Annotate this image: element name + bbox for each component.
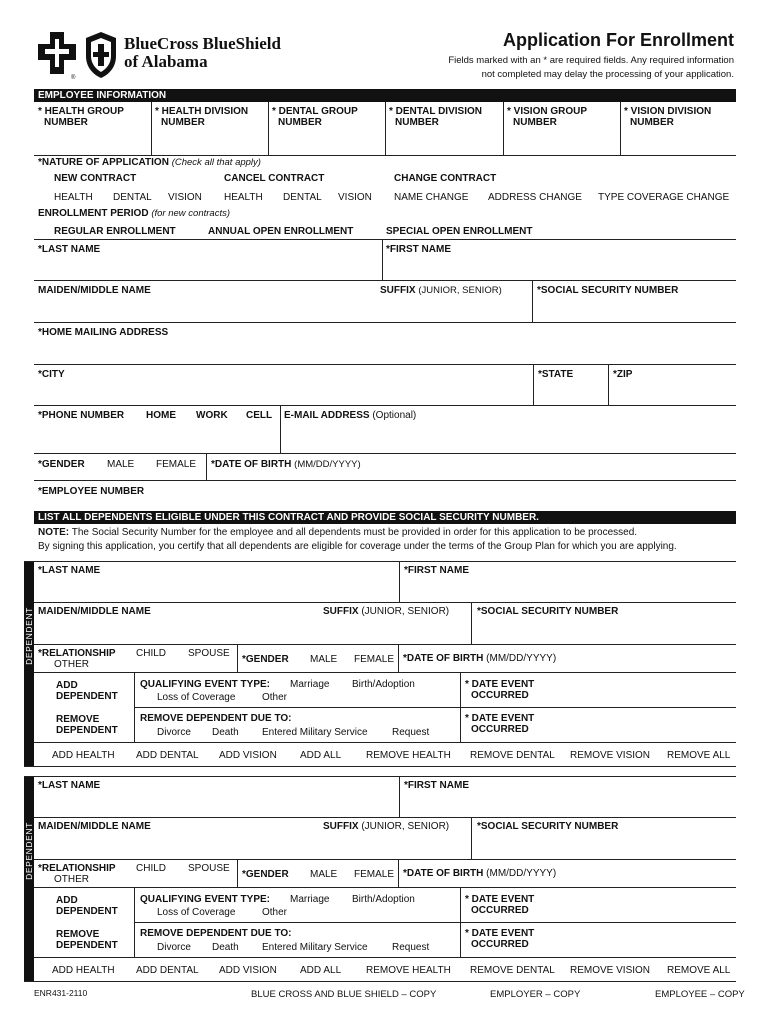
svg-text:®: ®	[71, 75, 76, 80]
dependent-side-label: DEPENDENT	[24, 776, 34, 981]
emp-gender-label: *GENDER	[38, 459, 85, 470]
dep2-request-checkbox[interactable]: Request	[392, 942, 430, 953]
emp-zip-label: *ZIP	[613, 369, 633, 380]
dep1-death-checkbox[interactable]: Death	[212, 727, 239, 738]
health-group-label: * HEALTH GROUP NUMBER	[38, 106, 124, 128]
blue-shield-icon	[82, 30, 120, 80]
dep2-relationship-label: *RELATIONSHIP OTHER	[38, 863, 116, 885]
phone-home-checkbox[interactable]: HOME	[146, 410, 176, 421]
emp-state-label: *STATE	[538, 369, 574, 380]
dep1-remove-dependent-checkbox[interactable]: REMOVE DEPENDENT	[56, 714, 118, 736]
dep2-maiden-label: MAIDEN/MIDDLE NAME	[38, 821, 151, 832]
dep2-add-vision-checkbox[interactable]: ADD VISION	[219, 965, 277, 976]
dep1-birth-checkbox[interactable]: Birth/Adoption	[352, 679, 415, 690]
emp-number-label: *EMPLOYEE NUMBER	[38, 486, 145, 497]
annual-enrollment-checkbox[interactable]: ANNUAL OPEN ENROLLMENT	[208, 226, 354, 237]
dep2-add-health-checkbox[interactable]: ADD HEALTH	[52, 965, 115, 976]
dep1-date-event-add: * DATE EVENT OCCURRED	[465, 679, 535, 701]
dental-division-label: * DENTAL DIVISION NUMBER	[389, 106, 482, 128]
cancel-dental-checkbox[interactable]: DENTAL	[283, 192, 322, 203]
dental-group-label: * DENTAL GROUP NUMBER	[272, 106, 358, 128]
dep2-male-checkbox[interactable]: MALE	[310, 869, 338, 880]
copy-bcbs: BLUE CROSS AND BLUE SHIELD – COPY	[251, 989, 437, 1000]
dep2-add-dependent-checkbox[interactable]: ADD DEPENDENT	[56, 895, 118, 917]
dep2-date-event-remove: * DATE EVENT OCCURRED	[465, 928, 535, 950]
dep1-remove-all-checkbox[interactable]: REMOVE ALL	[667, 750, 731, 761]
dep2-first-name-label: *FIRST NAME	[404, 780, 469, 791]
emp-female-checkbox[interactable]: FEMALE	[156, 459, 197, 470]
emp-dob-label: *DATE OF BIRTH (MM/DD/YYYY)	[211, 459, 361, 470]
dep1-child-checkbox[interactable]: CHILD	[136, 648, 167, 659]
dep2-marriage-checkbox[interactable]: Marriage	[290, 894, 330, 905]
type-coverage-change-checkbox[interactable]: TYPE COVERAGE CHANGE	[598, 192, 730, 203]
dependent-side-label: DEPENDENT	[24, 561, 34, 766]
bcbs-logo	[30, 28, 310, 84]
dep2-remove-health-checkbox[interactable]: REMOVE HEALTH	[366, 965, 451, 976]
emp-male-checkbox[interactable]: MALE	[107, 459, 135, 470]
dep2-dob-label: *DATE OF BIRTH (MM/DD/YYYY)	[403, 868, 557, 879]
dep1-remove-dental-checkbox[interactable]: REMOVE DENTAL	[470, 750, 555, 761]
dep2-suffix-label: SUFFIX (JUNIOR, SENIOR)	[323, 821, 450, 832]
dep2-add-dental-checkbox[interactable]: ADD DENTAL	[136, 965, 199, 976]
dep1-add-vision-checkbox[interactable]: ADD VISION	[219, 750, 277, 761]
dep1-male-checkbox[interactable]: MALE	[310, 654, 338, 665]
dep1-last-name-label: *LAST NAME	[38, 565, 101, 576]
dep1-relationship-label: *RELATIONSHIP OTHER	[38, 648, 116, 670]
dep1-ssn-label: *SOCIAL SECURITY NUMBER	[477, 606, 619, 617]
dep2-spouse-checkbox[interactable]: SPOUSE	[188, 863, 230, 874]
regular-enrollment-checkbox[interactable]: REGULAR ENROLLMENT	[54, 226, 176, 237]
dep1-add-all-checkbox[interactable]: ADD ALL	[300, 750, 342, 761]
phone-cell-checkbox[interactable]: CELL	[246, 410, 273, 421]
emp-city-label: *CITY	[38, 369, 65, 380]
health-division-label: * HEALTH DIVISION NUMBER	[155, 106, 249, 128]
copy-employer: EMPLOYER – COPY	[490, 989, 581, 1000]
dep1-other-checkbox[interactable]: Other	[262, 692, 288, 703]
dep2-gender-label: *GENDER	[242, 869, 289, 880]
change-contract-label: CHANGE CONTRACT	[394, 173, 497, 184]
emp-email-label: E-MAIL ADDRESS (Optional)	[284, 410, 417, 421]
dep2-remove-dependent-checkbox[interactable]: REMOVE DEPENDENT	[56, 929, 118, 951]
required-note-1: Fields marked with an * are required fields. Any required information	[448, 55, 734, 66]
emp-last-name-label: *LAST NAME	[38, 244, 101, 255]
new-vision-checkbox[interactable]: VISION	[168, 192, 202, 203]
dep2-remove-vision-checkbox[interactable]: REMOVE VISION	[570, 965, 651, 976]
dep1-remove-health-checkbox[interactable]: REMOVE HEALTH	[366, 750, 451, 761]
page-title: Application For Enrollment	[502, 30, 734, 50]
emp-phone-label: *PHONE NUMBER	[38, 410, 125, 421]
dep1-female-checkbox[interactable]: FEMALE	[354, 654, 395, 665]
vision-division-label: * VISION DIVISION NUMBER	[624, 106, 712, 128]
dep2-birth-checkbox[interactable]: Birth/Adoption	[352, 894, 415, 905]
dep1-date-event-remove: * DATE EVENT OCCURRED	[465, 713, 535, 735]
blue-cross-icon	[34, 30, 80, 80]
dep2-date-event-add: * DATE EVENT OCCURRED	[465, 894, 535, 916]
cancel-vision-checkbox[interactable]: VISION	[338, 192, 372, 203]
dep1-gender-label: *GENDER	[242, 654, 289, 665]
dep2-add-all-checkbox[interactable]: ADD ALL	[300, 965, 342, 976]
dependents-header: LIST ALL DEPENDENTS ELIGIBLE UNDER THIS CONTRACT AND PROVIDE SOCIAL SECURITY NUMBER.	[34, 511, 736, 524]
address-change-checkbox[interactable]: ADDRESS CHANGE	[488, 192, 582, 203]
dep1-divorce-checkbox[interactable]: Divorce	[157, 727, 191, 738]
dep2-ssn-label: *SOCIAL SECURITY NUMBER	[477, 821, 619, 832]
dep2-loss-checkbox[interactable]: Loss of Coverage	[157, 907, 236, 918]
dep2-divorce-checkbox[interactable]: Divorce	[157, 942, 191, 953]
dep2-other-checkbox[interactable]: Other	[262, 907, 288, 918]
dep2-child-checkbox[interactable]: CHILD	[136, 863, 167, 874]
dep1-remove-due-label: REMOVE DEPENDENT DUE TO:	[140, 713, 292, 724]
copy-employee: EMPLOYEE – COPY	[655, 989, 745, 1000]
dep2-military-checkbox[interactable]: Entered Military Service	[262, 942, 368, 953]
nature-of-application: *NATURE OF APPLICATION (Check all that apply)	[38, 157, 261, 168]
dep1-loss-checkbox[interactable]: Loss of Coverage	[157, 692, 236, 703]
logo-line2: of Alabama	[124, 52, 208, 71]
dep1-qualifying-event: QUALIFYING EVENT TYPE:	[140, 679, 271, 690]
dep1-add-health-checkbox[interactable]: ADD HEALTH	[52, 750, 115, 761]
dep1-add-dependent-checkbox[interactable]: ADD DEPENDENT	[56, 680, 118, 702]
dependents-note-2: By signing this application, you certify that all dependents are eligible for coverage under the terms of the Group Plan for which you are applying.	[38, 541, 677, 552]
cancel-contract-label: CANCEL CONTRACT	[224, 173, 325, 184]
dep1-dob-label: *DATE OF BIRTH (MM/DD/YYYY)	[403, 653, 557, 664]
logo-line1: BlueCross BlueShield	[124, 34, 281, 53]
dep2-remove-due-label: REMOVE DEPENDENT DUE TO:	[140, 928, 292, 939]
emp-address-label: *HOME MAILING ADDRESS	[38, 327, 169, 338]
dep2-remove-all-checkbox[interactable]: REMOVE ALL	[667, 965, 731, 976]
new-contract-label: NEW CONTRACT	[54, 173, 137, 184]
enrollment-period: ENROLLMENT PERIOD (for new contracts)	[38, 208, 231, 219]
new-health-checkbox[interactable]: HEALTH	[54, 192, 93, 203]
dep1-military-checkbox[interactable]: Entered Military Service	[262, 727, 368, 738]
dep1-add-dental-checkbox[interactable]: ADD DENTAL	[136, 750, 199, 761]
dep1-suffix-label: SUFFIX (JUNIOR, SENIOR)	[323, 606, 450, 617]
form-id: ENR431-2110	[34, 988, 88, 998]
dep1-request-checkbox[interactable]: Request	[392, 727, 430, 738]
dependents-note: NOTE: The Social Security Number for the employee and all dependents must be provided in order for this application to be processed.	[38, 527, 638, 538]
dep2-remove-dental-checkbox[interactable]: REMOVE DENTAL	[470, 965, 555, 976]
dep1-remove-vision-checkbox[interactable]: REMOVE VISION	[570, 750, 651, 761]
name-change-checkbox[interactable]: NAME CHANGE	[394, 192, 469, 203]
phone-work-checkbox[interactable]: WORK	[196, 410, 228, 421]
emp-maiden-label: MAIDEN/MIDDLE NAME	[38, 285, 151, 296]
dep2-female-checkbox[interactable]: FEMALE	[354, 869, 395, 880]
employee-info-header: EMPLOYEE INFORMATION	[34, 89, 736, 102]
dep2-qualifying-event: QUALIFYING EVENT TYPE:	[140, 894, 271, 905]
special-enrollment-checkbox[interactable]: SPECIAL OPEN ENROLLMENT	[386, 226, 533, 237]
dep2-last-name-label: *LAST NAME	[38, 780, 101, 791]
emp-ssn-label: *SOCIAL SECURITY NUMBER	[537, 285, 679, 296]
dep1-marriage-checkbox[interactable]: Marriage	[290, 679, 330, 690]
emp-first-name-label: *FIRST NAME	[386, 244, 451, 255]
new-dental-checkbox[interactable]: DENTAL	[113, 192, 152, 203]
cancel-health-checkbox[interactable]: HEALTH	[224, 192, 263, 203]
required-note-2: not completed may delay the processing of your application.	[481, 69, 734, 80]
dep1-first-name-label: *FIRST NAME	[404, 565, 469, 576]
vision-group-label: * VISION GROUP NUMBER	[507, 106, 588, 128]
dep1-maiden-label: MAIDEN/MIDDLE NAME	[38, 606, 151, 617]
dep1-spouse-checkbox[interactable]: SPOUSE	[188, 648, 230, 659]
dep2-death-checkbox[interactable]: Death	[212, 942, 239, 953]
emp-suffix-label: SUFFIX (JUNIOR, SENIOR)	[380, 285, 502, 296]
